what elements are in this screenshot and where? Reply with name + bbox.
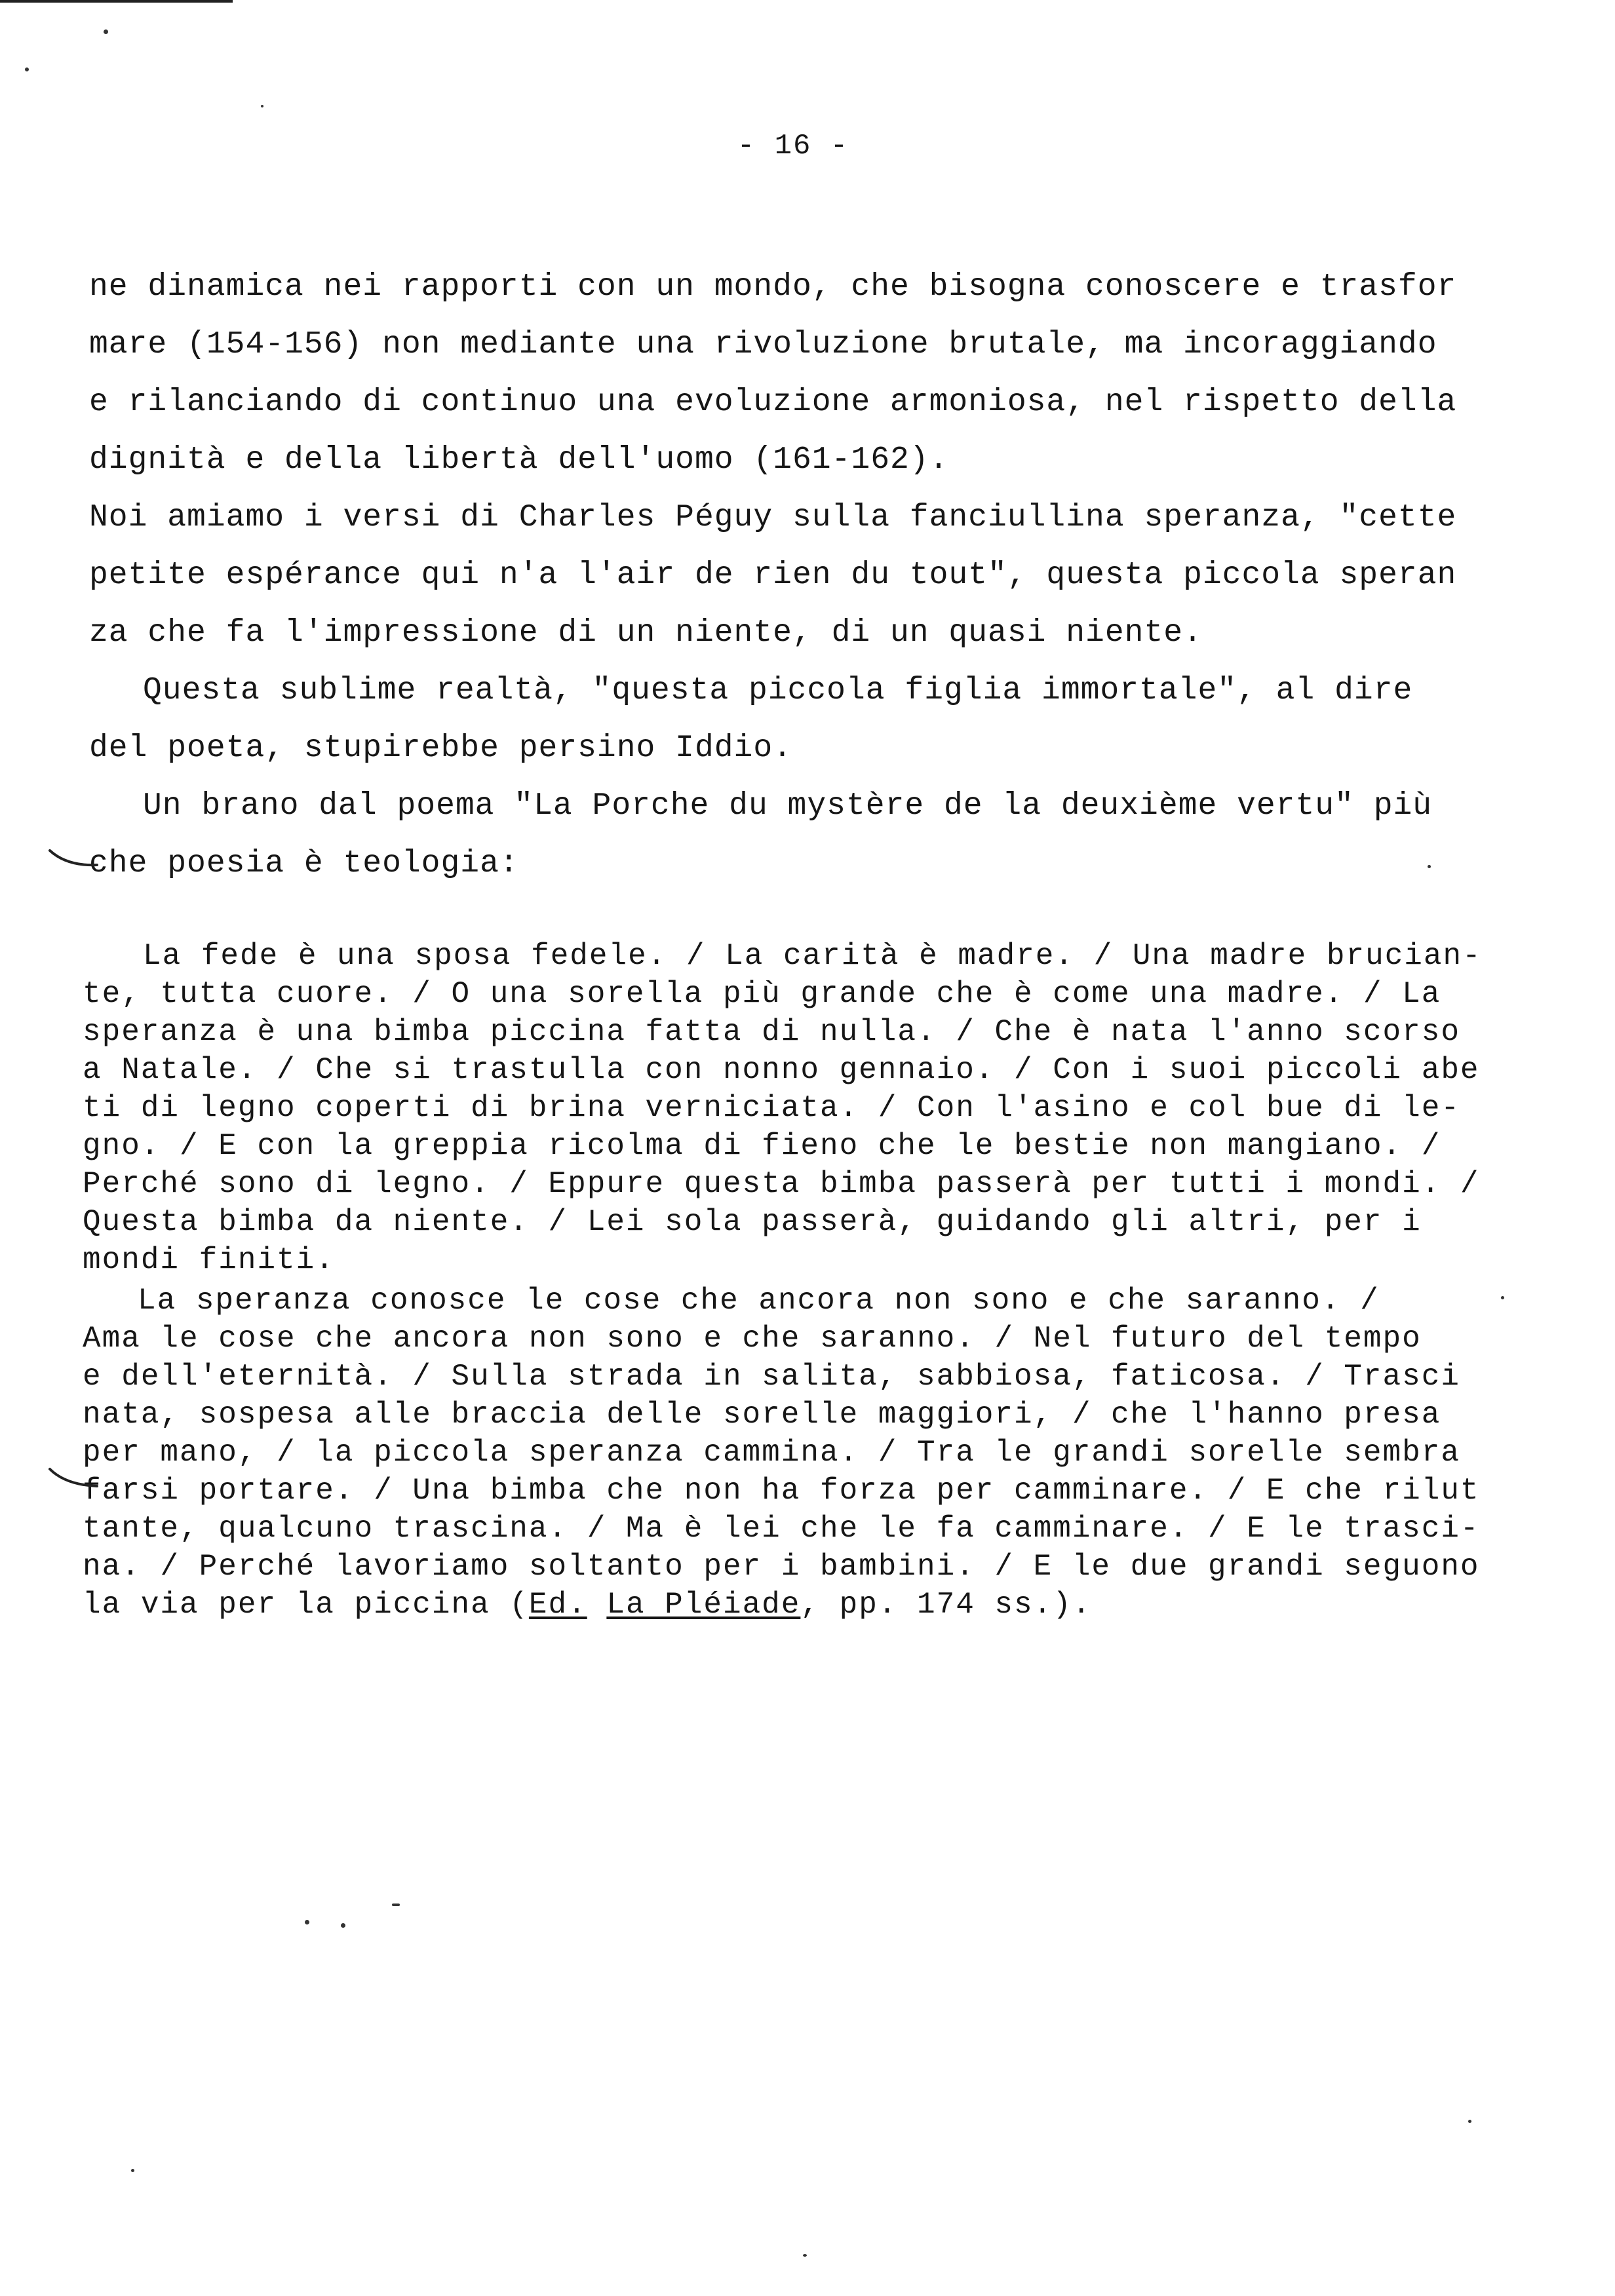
quote-line: La fede è una sposa fedele. / La carità è madre. / Una madre brucian-: [143, 939, 1482, 973]
scan-speck: [261, 105, 263, 107]
citation-line: [83, 1590, 1091, 1620]
text-line: del poeta, stupirebbe persino Iddio.: [89, 731, 792, 766]
quote-line: nata, sospesa alle braccia delle sorelle maggiori, / che l'hanno presa: [83, 1398, 1441, 1432]
citation-edition: Ed.: [528, 1588, 587, 1622]
margin-mark-icon: [47, 1465, 100, 1498]
scan-speck: [803, 2254, 807, 2257]
scan-speck: [131, 2169, 134, 2172]
text-line: Questa sublime realtà, "questa piccola figlia immortale", al dire: [143, 673, 1413, 708]
quote-line: tante, qualcuno trascina. / Ma è lei che le fa camminare. / E le trasci-: [83, 1512, 1480, 1546]
quote-line: per mano, / la piccola speranza cammina. / Tra le grandi sorelle sembra: [83, 1436, 1460, 1470]
text-line: petite espérance qui n'a l'air de rien du tout", questa piccola speran: [89, 558, 1457, 593]
text-line: ne dinamica nei rapporti con un mondo, che bisogna conoscere e trasfor: [89, 269, 1457, 305]
quote-line: Questa bimba da niente. / Lei sola passerà, guidando gli altri, per i: [83, 1205, 1422, 1239]
citation-text: la via per la piccina (: [83, 1588, 529, 1622]
quote-line: La speranza conosce le cose che ancora non sono e che saranno. /: [138, 1284, 1380, 1318]
citation-pages: , pp. 174 ss.).: [800, 1588, 1092, 1622]
quote-line: a Natale. / Che si trastulla con nonno gennaio. / Con i suoi piccoli abe: [83, 1053, 1480, 1087]
quote-line: mondi finiti.: [83, 1243, 335, 1277]
scan-speck: [392, 1904, 400, 1906]
quote-line: Ama le cose che ancora non sono e che saranno. / Nel futuro del tempo: [83, 1322, 1422, 1356]
text-line: che poesia è teologia:: [89, 846, 519, 881]
quote-line: ti di legno coperti di brina verniciata. / Con l'asino e col bue di le-: [83, 1091, 1460, 1125]
citation-space: [587, 1588, 607, 1622]
text-line: dignità e della libertà dell'uomo (161-162).: [89, 442, 949, 478]
text-line: mare (154-156) non mediante una rivoluzione brutale, ma incoraggiando: [89, 327, 1437, 362]
margin-mark-icon: [47, 845, 100, 878]
quote-line: te, tutta cuore. / O una sorella più grande che è come una madre. / La: [83, 977, 1441, 1011]
quote-line: na. / Perché lavoriamo soltanto per i bambini. / E le due grandi seguono: [83, 1550, 1480, 1584]
quote-line: speranza è una bimba piccina fatta di nulla. / Che è nata l'anno scorso: [83, 1015, 1460, 1049]
quote-line: e dell'eternità. / Sulla strada in salita, sabbiosa, faticosa. / Trasci: [83, 1360, 1460, 1394]
scan-speck: [1468, 2120, 1471, 2123]
page-number: - 16 -: [737, 130, 849, 163]
scan-speck: [1501, 1296, 1504, 1299]
quote-line: farsi portare. / Una bimba che non ha forza per camminare. / E che rilut: [83, 1474, 1480, 1508]
citation-publisher: La Pléiade: [606, 1588, 801, 1622]
text-line: za che fa l'impressione di un niente, di un quasi niente.: [89, 615, 1203, 651]
text-line: Noi amiamo i versi di Charles Péguy sulla fanciullina speranza, "cette: [89, 500, 1457, 535]
scan-speck: [25, 67, 29, 71]
scan-speck: [305, 1920, 309, 1924]
text-line: Un brano dal poema "La Porche du mystère de la deuxième vertu" più: [143, 788, 1433, 824]
quote-line: Perché sono di legno. / Eppure questa bimba passerà per tutti i mondi. /: [83, 1167, 1480, 1201]
top-edge-rule: [0, 0, 233, 3]
quote-line: gno. / E con la greppia ricolma di fieno che le bestie non mangiano. /: [83, 1129, 1441, 1163]
text-line: e rilanciando di continuo una evoluzione armoniosa, nel rispetto della: [89, 385, 1457, 420]
scan-speck: [341, 1923, 345, 1928]
scan-speck: [104, 29, 108, 34]
scan-speck: [1428, 865, 1431, 868]
